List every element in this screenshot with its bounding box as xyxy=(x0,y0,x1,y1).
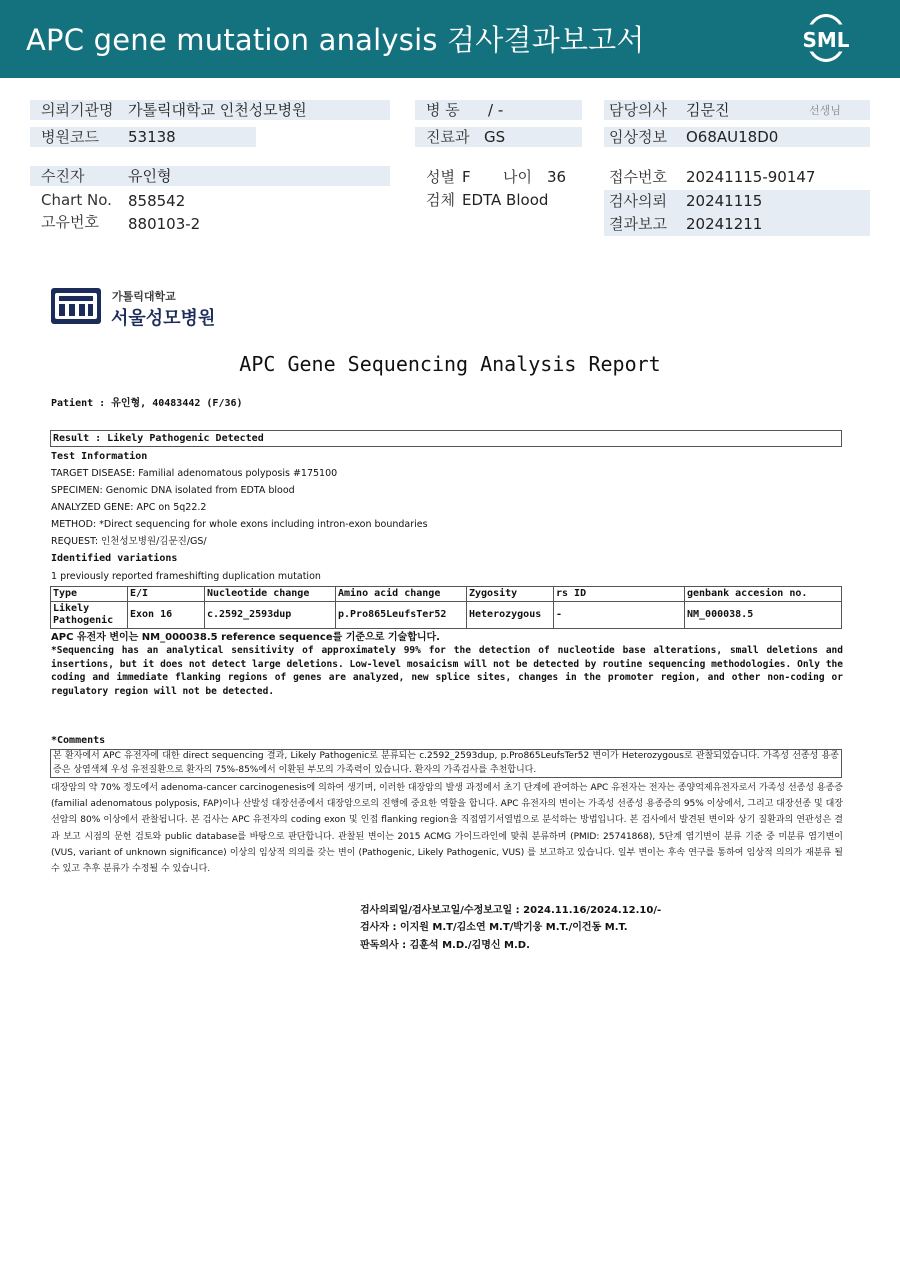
variant-table xyxy=(50,586,842,629)
analyzed-gene: ANALYZED GENE: APC on 5q22.2 xyxy=(51,502,207,513)
receipt-label: 접수번호 xyxy=(609,168,667,186)
institution-value: 가톨릭대학교 인천성모병원 xyxy=(128,101,307,119)
request-line: REQUEST: 인천성모병원/김문진/GS/ xyxy=(51,536,207,547)
table-cell: - xyxy=(554,602,685,629)
table-header-cell: E/I xyxy=(128,587,205,602)
hospital-code-value: 53138 xyxy=(128,128,176,146)
doctor-label: 담당의사 xyxy=(609,101,667,119)
ward-label: 병 동 xyxy=(426,101,460,119)
doctor-value: 김문진 xyxy=(686,101,730,119)
request-date-value: 20241115 xyxy=(686,192,763,210)
header-title: APC gene mutation analysis 검사결과보고서 xyxy=(26,23,645,57)
request-date-label: 검사의뢰 xyxy=(609,192,667,210)
table-cell: NM_000038.5 xyxy=(685,602,842,629)
age-label: 나이 xyxy=(503,168,532,186)
chart-label: Chart No. xyxy=(41,191,112,209)
patient-line: Patient : 유인형, 40483442 (F/36) xyxy=(51,398,243,409)
target-disease: TARGET DISEASE: Familial adenomatous polyposis #175100 xyxy=(51,468,338,479)
sensitivity-note: *Sequencing has an analytical sensitivity of approximately 99% for the detection of nucleotide base alterations, small deletions and insertions, but it does not detect large deletions. Low-level mosaicism will not be detected by routine sequencing methodologies. Only the coding and immediate flanking regions of genes are analyzed, new splice sites, changes in the promoter region, and other non-coding or regulatory region will not be detected. xyxy=(51,645,843,697)
specimen-line: SPECIMEN: Genomic DNA isolated from EDTA blood xyxy=(51,485,295,496)
chart-value: 858542 xyxy=(128,192,186,210)
specimen-value: EDTA Blood xyxy=(462,191,549,209)
patient-value: 유인형 xyxy=(128,167,172,185)
dept-value: GS xyxy=(484,128,506,146)
ward-value: / - xyxy=(488,101,504,119)
comment-body: 대장암의 약 70% 정도에서 adenoma-cancer carcinogenesis에 의하여 생기며, 이러한 대장암의 발생 과정에서 초기 단계에 관여하는 APC 유전자는 전자는 종양억제유전자로서 가족성 선종성 용종증 (familial adenomatous polyposis, FAP)이나 산발성 대장선종에서 대장암으로의 진행에 중요한 역할을 합니다. APC 유전자의 변이는 가족성 선종성 용종증의 95% 이상에서, 그리고 대장선종 및 대장선암의 80% 이상에서 관찰됩니다. 본 검사는 APC 유전자의 coding exon 및 인접 flanking region을 직접염기서열법으로 분석하는 방법입니다. 본 검사에서 발견된 변이와 상기 질환과의 연관성은 결과 보고 시점의 문헌 검토와 public database를 바탕으로 판단합니다. 관찰된 변이는 2015 ACMG 가이드라인에 맞춰 분류하며 (PMID: 25741868), 5단계 염기변이 분류 기준 중 미분류 염기변이 (VUS, variant of unknown significance) 이상의 임상적 의의를 갖는 변이 (Pathogenic, Likely Pathogenic, VUS) 를 보고하고 있습니다. 일부 변이는 후속 연구를 통하여 임상적 의의가 재분류 될 수 있고 추후 분류가 수정될 수 있습니다. xyxy=(51,783,843,875)
identified-desc: 1 previously reported frameshifting duplication mutation xyxy=(51,571,321,582)
comments-heading: *Comments xyxy=(51,735,106,746)
table-cell: p.Pro865LeufsTer52 xyxy=(336,602,467,629)
report-header xyxy=(0,0,900,78)
institution-label: 의뢰기관명 xyxy=(41,101,114,119)
comment-box-text: 본 환자에서 APC 유전자에 대한 direct sequencing 결과, Likely Pathogenic로 분류되는 c.2592_2593dup, p.Pro865LeufsTer52 변이가 Heterozygous로 관찰되었습니다. 가족성 선종성 용종증은 상염색체 우성 유전질환으로 환자의 75%-85%에서 이환된 부모의 가족력이 있습니다. 환자의 가족검사를 추천합니다. xyxy=(53,751,839,775)
sex-label: 성별 xyxy=(426,168,455,186)
method-line: METHOD: *Direct sequencing for whole exons including intron-exon boundaries xyxy=(51,519,428,530)
table-cell: Likely Pathogenic xyxy=(51,602,128,629)
clinical-label: 임상정보 xyxy=(609,128,667,146)
doctor-suffix: 선생님 xyxy=(809,104,841,117)
table-header-cell: genbank accesion no. xyxy=(685,587,842,602)
table-header-cell: Amino acid change xyxy=(336,587,467,602)
specimen-label: 검체 xyxy=(426,191,455,209)
identified-heading: Identified variations xyxy=(51,553,178,564)
logo-text: SML xyxy=(802,28,850,52)
readers-line: 판독의사 : 김훈석 M.D./김명신 M.D. xyxy=(360,940,530,951)
table-header-cell: Nucleotide change xyxy=(205,587,336,602)
hospital-name: 서울성모병원 xyxy=(111,308,216,329)
hospital-name-small: 가톨릭대학교 xyxy=(112,290,176,303)
sml-logo xyxy=(798,14,854,66)
dept-label: 진료과 xyxy=(426,128,470,146)
patient-label: 수진자 xyxy=(41,167,85,185)
table-header-cell: rs ID xyxy=(554,587,685,602)
result-line: Result : Likely Pathogenic Detected xyxy=(53,433,264,444)
table-cell: Exon 16 xyxy=(128,602,205,629)
sex-value: F xyxy=(462,168,471,186)
hospital-code-label: 병원코드 xyxy=(41,128,99,146)
hospital-emblem-icon xyxy=(50,287,102,325)
examiners-line: 검사자 : 이지원 M.T/김소연 M.T/박기웅 M.T./이건동 M.T. xyxy=(360,922,628,933)
age-value: 36 xyxy=(547,168,567,186)
table-cell: Heterozygous xyxy=(467,602,554,629)
dates-line: 검사의뢰일/검사보고일/수정보고일 : 2024.11.16/2024.12.10/- xyxy=(360,905,662,916)
reference-note: APC 유전자 변이는 NM_000038.5 reference sequence를 기준으로 기술합니다. xyxy=(51,632,440,643)
receipt-value: 20241115-90147 xyxy=(686,168,816,186)
table-cell: c.2592_2593dup xyxy=(205,602,336,629)
report-date-value: 20241211 xyxy=(686,215,763,233)
id-value: 880103-2 xyxy=(128,215,201,233)
table-row xyxy=(51,602,842,629)
id-label: 고유번호 xyxy=(41,213,99,231)
table-header-row xyxy=(51,587,842,602)
table-header-cell: Zygosity xyxy=(467,587,554,602)
table-header-cell: Type xyxy=(51,587,128,602)
test-info-heading: Test Information xyxy=(51,451,148,462)
report-title: APC Gene Sequencing Analysis Report xyxy=(239,352,661,376)
clinical-value: O68AU18D0 xyxy=(686,128,779,146)
report-date-label: 결과보고 xyxy=(609,215,667,233)
